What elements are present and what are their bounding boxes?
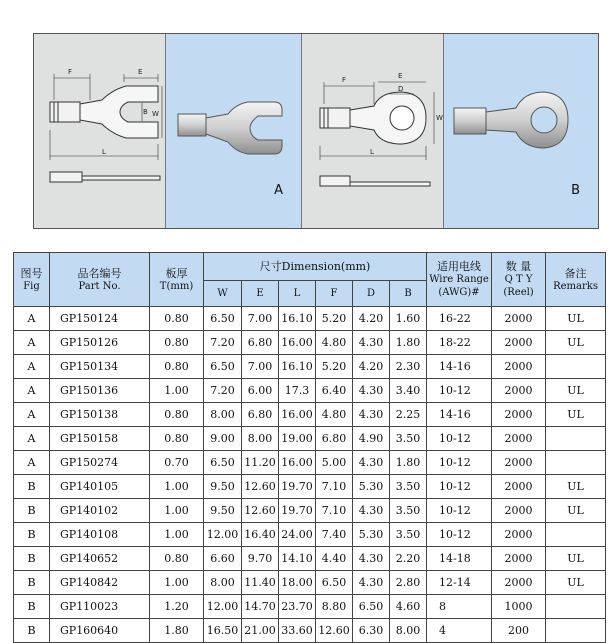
spec-table <box>13 252 606 643</box>
cell-part-no: GP110023 <box>50 595 150 619</box>
cell-l: 17.3 <box>279 379 316 403</box>
table-row <box>14 355 606 379</box>
cell-fig: A <box>14 403 50 427</box>
cell-thickness: 1.00 <box>150 571 204 595</box>
cell-w: 6.60 <box>204 547 242 571</box>
cell-qty: 2000 <box>492 475 546 499</box>
cell-wire-range: 10-12 <box>427 523 492 547</box>
cell-fig: B <box>14 523 50 547</box>
cell-w: 8.00 <box>204 403 242 427</box>
table-row <box>14 451 606 475</box>
label-l: L <box>102 148 106 156</box>
cell-l: 16.00 <box>279 451 316 475</box>
cell-qty: 2000 <box>492 355 546 379</box>
cell-thickness: 0.80 <box>150 403 204 427</box>
cell-b: 8.00 <box>390 619 427 643</box>
cell-w: 8.00 <box>204 571 242 595</box>
table-row <box>14 427 606 451</box>
cell-fig: A <box>14 451 50 475</box>
cell-d: 5.30 <box>353 523 390 547</box>
table-row <box>14 379 606 403</box>
cell-qty: 2000 <box>492 427 546 451</box>
cell-f: 4.80 <box>316 331 353 355</box>
cell-f: 8.80 <box>316 595 353 619</box>
cell-d: 4.30 <box>353 499 390 523</box>
cell-f: 6.50 <box>316 571 353 595</box>
cell-part-no: GP160640 <box>50 619 150 643</box>
cell-f: 12.60 <box>316 619 353 643</box>
header-dimension: 尺寸Dimension(mm) <box>204 253 427 281</box>
table-row <box>14 307 606 331</box>
cell-wire-range: 12-14 <box>427 571 492 595</box>
cell-qty: 2000 <box>492 403 546 427</box>
cell-b: 2.80 <box>390 571 427 595</box>
ring-technical-drawing <box>302 34 444 228</box>
cell-wire-range: 18-22 <box>427 331 492 355</box>
cell-remarks: UL <box>546 571 606 595</box>
table-row <box>14 523 606 547</box>
cell-w: 12.00 <box>204 523 242 547</box>
cell-e: 6.80 <box>242 403 279 427</box>
table-row <box>14 619 606 643</box>
cell-part-no: GP150124 <box>50 307 150 331</box>
figure-letter-a: A <box>274 183 283 198</box>
cell-w: 7.20 <box>204 379 242 403</box>
cell-f: 7.10 <box>316 475 353 499</box>
cell-f: 7.10 <box>316 499 353 523</box>
cell-part-no: GP150126 <box>50 331 150 355</box>
cell-f: 6.40 <box>316 379 353 403</box>
fork-dimension-drawing <box>34 34 166 230</box>
cell-qty: 2000 <box>492 499 546 523</box>
cell-d: 5.30 <box>353 475 390 499</box>
cell-part-no: GP150134 <box>50 355 150 379</box>
cell-remarks: UL <box>546 307 606 331</box>
label-b: B <box>143 108 148 116</box>
cell-thickness: 1.00 <box>150 523 204 547</box>
cell-fig: B <box>14 619 50 643</box>
cell-f: 6.80 <box>316 427 353 451</box>
cell-part-no: GP150158 <box>50 427 150 451</box>
cell-remarks <box>546 355 606 379</box>
header-qty: 数 量 Q T Y (Reel) <box>492 253 546 307</box>
cell-remarks <box>546 451 606 475</box>
cell-d: 4.30 <box>353 331 390 355</box>
cell-d: 4.20 <box>353 307 390 331</box>
cell-thickness: 1.00 <box>150 475 204 499</box>
table-row <box>14 571 606 595</box>
cell-wire-range: 8 <box>427 595 492 619</box>
label-e: E <box>138 68 143 76</box>
cell-w: 9.00 <box>204 427 242 451</box>
terminal-drawings <box>33 33 599 229</box>
cell-qty: 2000 <box>492 307 546 331</box>
cell-e: 9.70 <box>242 547 279 571</box>
cell-e: 16.40 <box>242 523 279 547</box>
cell-remarks: UL <box>546 331 606 355</box>
cell-l: 18.00 <box>279 571 316 595</box>
cell-remarks <box>546 427 606 451</box>
cell-w: 9.50 <box>204 499 242 523</box>
cell-l: 16.00 <box>279 403 316 427</box>
cell-part-no: GP140108 <box>50 523 150 547</box>
spec-table-body <box>14 307 606 643</box>
cell-f: 5.00 <box>316 451 353 475</box>
cell-part-no: GP140102 <box>50 499 150 523</box>
cell-b: 3.50 <box>390 523 427 547</box>
cell-l: 33.60 <box>279 619 316 643</box>
cell-thickness: 0.80 <box>150 547 204 571</box>
cell-f: 5.20 <box>316 355 353 379</box>
cell-w: 6.50 <box>204 307 242 331</box>
header-l: L <box>279 281 316 307</box>
cell-f: 4.80 <box>316 403 353 427</box>
cell-w: 16.50 <box>204 619 242 643</box>
cell-wire-range: 14-18 <box>427 547 492 571</box>
table-row <box>14 595 606 619</box>
cell-fig: A <box>14 307 50 331</box>
ring-terminal-render <box>444 34 594 230</box>
cell-f: 4.40 <box>316 547 353 571</box>
cell-wire-range: 10-12 <box>427 475 492 499</box>
table-row <box>14 499 606 523</box>
cell-remarks: UL <box>546 379 606 403</box>
cell-fig: B <box>14 571 50 595</box>
cell-part-no: GP150136 <box>50 379 150 403</box>
cell-thickness: 0.80 <box>150 331 204 355</box>
cell-l: 19.70 <box>279 499 316 523</box>
cell-qty: 2000 <box>492 451 546 475</box>
cell-remarks <box>546 619 606 643</box>
cell-l: 16.10 <box>279 307 316 331</box>
cell-thickness: 0.70 <box>150 451 204 475</box>
cell-w: 7.20 <box>204 331 242 355</box>
cell-wire-range: 14-16 <box>427 403 492 427</box>
cell-l: 16.00 <box>279 331 316 355</box>
cell-fig: A <box>14 331 50 355</box>
cell-thickness: 1.00 <box>150 499 204 523</box>
cell-e: 7.00 <box>242 355 279 379</box>
cell-b: 1.80 <box>390 331 427 355</box>
cell-fig: B <box>14 547 50 571</box>
header-thickness: 板厚 T(mm) <box>150 253 204 307</box>
cell-l: 19.00 <box>279 427 316 451</box>
header-d: D <box>353 281 390 307</box>
cell-wire-range: 10-12 <box>427 379 492 403</box>
header-e: E <box>242 281 279 307</box>
cell-qty: 200 <box>492 619 546 643</box>
cell-d: 6.30 <box>353 619 390 643</box>
cell-wire-range: 4 <box>427 619 492 643</box>
cell-d: 4.30 <box>353 571 390 595</box>
cell-b: 3.50 <box>390 475 427 499</box>
cell-fig: B <box>14 499 50 523</box>
cell-fig: B <box>14 595 50 619</box>
cell-qty: 2000 <box>492 379 546 403</box>
cell-l: 16.10 <box>279 355 316 379</box>
header-fig: 图号 Fig <box>14 253 50 307</box>
header-wire-range: 适用电线 Wire Range (AWG)# <box>427 253 492 307</box>
cell-e: 11.40 <box>242 571 279 595</box>
cell-w: 9.50 <box>204 475 242 499</box>
cell-thickness: 0.80 <box>150 355 204 379</box>
header-w: W <box>204 281 242 307</box>
cell-b: 2.20 <box>390 547 427 571</box>
cell-d: 4.30 <box>353 379 390 403</box>
cell-e: 7.00 <box>242 307 279 331</box>
header-f: F <box>316 281 353 307</box>
cell-thickness: 0.80 <box>150 307 204 331</box>
cell-f: 7.40 <box>316 523 353 547</box>
cell-part-no: GP150274 <box>50 451 150 475</box>
cell-thickness: 0.80 <box>150 427 204 451</box>
cell-e: 12.60 <box>242 475 279 499</box>
cell-qty: 2000 <box>492 331 546 355</box>
cell-qty: 2000 <box>492 547 546 571</box>
cell-d: 6.50 <box>353 595 390 619</box>
cell-remarks <box>546 523 606 547</box>
cell-part-no: GP140105 <box>50 475 150 499</box>
cell-w: 6.50 <box>204 355 242 379</box>
cell-l: 23.70 <box>279 595 316 619</box>
cell-e: 6.00 <box>242 379 279 403</box>
header-part-no: 品名编号 Part No. <box>50 253 150 307</box>
header-b: B <box>390 281 427 307</box>
cell-b: 2.30 <box>390 355 427 379</box>
cell-qty: 2000 <box>492 571 546 595</box>
cell-thickness: 1.80 <box>150 619 204 643</box>
cell-part-no: GP140652 <box>50 547 150 571</box>
cell-remarks: UL <box>546 499 606 523</box>
ring-dimension-drawing <box>302 34 444 230</box>
cell-f: 5.20 <box>316 307 353 331</box>
cell-fig: A <box>14 379 50 403</box>
cell-b: 1.60 <box>390 307 427 331</box>
cell-e: 6.80 <box>242 331 279 355</box>
cell-fig: A <box>14 427 50 451</box>
label-l-ring: L <box>370 148 374 156</box>
cell-qty: 1000 <box>492 595 546 619</box>
label-w-ring: W <box>436 114 443 122</box>
header-remarks: 备注 Remarks <box>546 253 606 307</box>
cell-part-no: GP150138 <box>50 403 150 427</box>
cell-w: 12.00 <box>204 595 242 619</box>
cell-fig: B <box>14 475 50 499</box>
cell-e: 14.70 <box>242 595 279 619</box>
cell-fig: A <box>14 355 50 379</box>
table-row <box>14 547 606 571</box>
cell-wire-range: 10-12 <box>427 499 492 523</box>
cell-b: 1.80 <box>390 451 427 475</box>
table-row <box>14 331 606 355</box>
cell-d: 4.30 <box>353 547 390 571</box>
cell-remarks: UL <box>546 547 606 571</box>
cell-thickness: 1.00 <box>150 379 204 403</box>
cell-remarks <box>546 595 606 619</box>
fork-technical-drawing <box>34 34 166 228</box>
cell-e: 12.60 <box>242 499 279 523</box>
cell-b: 3.50 <box>390 427 427 451</box>
cell-remarks: UL <box>546 475 606 499</box>
cell-e: 11.20 <box>242 451 279 475</box>
cell-wire-range: 16-22 <box>427 307 492 331</box>
label-f: F <box>68 68 73 76</box>
cell-d: 4.30 <box>353 451 390 475</box>
figure-letter-b: B <box>571 183 580 198</box>
label-e-ring: E <box>398 72 403 80</box>
cell-wire-range: 14-16 <box>427 355 492 379</box>
cell-l: 24.00 <box>279 523 316 547</box>
cell-wire-range: 10-12 <box>427 451 492 475</box>
cell-l: 19.70 <box>279 475 316 499</box>
cell-b: 4.60 <box>390 595 427 619</box>
cell-d: 4.30 <box>353 403 390 427</box>
label-d-ring: D <box>398 85 404 93</box>
cell-remarks: UL <box>546 403 606 427</box>
label-f-ring: F <box>342 76 347 84</box>
cell-e: 21.00 <box>242 619 279 643</box>
cell-d: 4.90 <box>353 427 390 451</box>
cell-d: 4.20 <box>353 355 390 379</box>
cell-l: 14.10 <box>279 547 316 571</box>
cell-part-no: GP140842 <box>50 571 150 595</box>
cell-b: 3.40 <box>390 379 427 403</box>
fork-terminal-render <box>166 34 302 230</box>
ring-terminal-panel <box>444 34 598 228</box>
cell-b: 2.25 <box>390 403 427 427</box>
cell-thickness: 1.20 <box>150 595 204 619</box>
cell-wire-range: 10-12 <box>427 427 492 451</box>
cell-w: 6.50 <box>204 451 242 475</box>
table-row <box>14 475 606 499</box>
cell-qty: 2000 <box>492 523 546 547</box>
label-w: W <box>152 110 159 118</box>
table-row <box>14 403 606 427</box>
cell-e: 8.00 <box>242 427 279 451</box>
fork-terminal-panel <box>166 34 302 228</box>
cell-b: 3.50 <box>390 499 427 523</box>
